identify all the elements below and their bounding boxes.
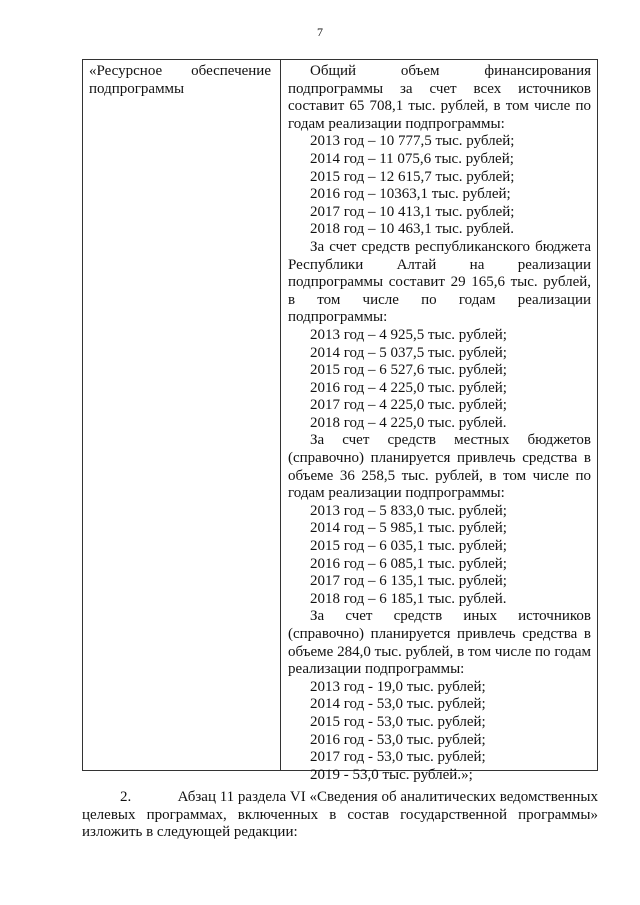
year-line: 2015 год - 53,0 тыс. рублей;: [310, 713, 486, 730]
paragraph-line: изложить в следующей редакции:: [82, 824, 298, 841]
year-line: 2018 год – 10 463,1 тыс. рублей.: [310, 221, 515, 238]
year-line: 2016 год – 4 225,0 тыс. рублей;: [310, 379, 507, 396]
year-line: 2016 год - 53,0 тыс. рублей;: [310, 731, 486, 748]
year-line: 2014 год - 53,0 тыс. рублей;: [310, 696, 486, 713]
left-cell: [89, 63, 271, 98]
year-line: 2015 год – 12 615,7 тыс. рублей;: [310, 168, 515, 185]
year-line: 2013 год - 19,0 тыс. рублей;: [310, 678, 486, 695]
year-line: 2015 год – 6 035,1 тыс. рублей;: [310, 538, 507, 555]
text-line: (справочно) планируется привлечь средства в: [288, 626, 591, 642]
text-line: Республики Алтай на реализации: [288, 256, 591, 273]
paragraph-amendment: [82, 789, 598, 842]
year-line: 2013 год – 10 777,5 тыс. рублей;: [310, 133, 515, 150]
text-line: За счет средств местных бюджетов: [310, 432, 591, 449]
text-line: подпрограммы за счет всех источников: [288, 80, 591, 97]
text-line: в том числе по годам реализации: [288, 291, 591, 308]
right-cell: [288, 63, 591, 784]
text-line: составит 65 708,1 тыс. рублей, в том числе по: [288, 98, 591, 115]
text-line: объеме 284,0 тыс. рублей, в том числе по годам: [288, 643, 591, 660]
year-line: 2018 год – 6 185,1 тыс. рублей.: [310, 590, 507, 607]
text-line: За счет средств республиканского бюджета: [310, 238, 591, 255]
text-line: годам реализации подпрограммы:: [288, 485, 505, 502]
left-cell-line: подпрограммы: [89, 80, 185, 97]
text-line: объеме 36 258,5 тыс. рублей, в том числе по: [288, 467, 591, 484]
year-line: 2018 год – 4 225,0 тыс. рублей.: [310, 414, 507, 431]
year-line: 2017 год – 4 225,0 тыс. рублей;: [310, 397, 507, 414]
year-line: 2013 год – 5 833,0 тыс. рублей;: [310, 502, 507, 519]
year-line: 2014 год – 11 075,6 тыс. рублей;: [310, 150, 514, 167]
text-line: подпрограммы:: [288, 309, 388, 326]
text-line: За счет средств иных источников: [310, 608, 591, 625]
year-line: 2014 год – 5 985,1 тыс. рублей;: [310, 520, 507, 537]
left-cell-line: [89, 63, 271, 81]
text-line: (справочно) планируется привлечь средства в: [288, 450, 591, 467]
left-cell-word: «Ресурсное: [89, 63, 163, 79]
paragraph-number: 2.: [120, 789, 132, 805]
resource-table: [82, 59, 598, 783]
year-line: 2015 год – 6 527,6 тыс. рублей;: [310, 362, 507, 379]
year-line: 2016 год – 10363,1 тыс. рублей;: [310, 186, 511, 203]
column-divider: [280, 60, 281, 770]
year-line: 2017 год – 6 135,1 тыс. рублей;: [310, 573, 507, 590]
text-line: Общий объем финансирования: [310, 63, 591, 79]
year-line: 2013 год – 4 925,5 тыс. рублей;: [310, 326, 507, 343]
text-line: реализации подпрограммы:: [288, 661, 465, 678]
year-line: 2019 - 53,0 тыс. рублей.»;: [310, 766, 473, 783]
year-line: 2016 год – 6 085,1 тыс. рублей;: [310, 555, 507, 572]
text-line: подпрограммы составит 29 165,6 тыс. рублей,: [288, 274, 591, 291]
year-line: 2017 год – 10 413,1 тыс. рублей;: [310, 203, 515, 220]
page-number: 7: [317, 25, 323, 39]
paragraph-line: целевых программах, включенных в состав государственной программы»: [82, 806, 598, 823]
text-line: годам реализации подпрограммы:: [288, 115, 505, 132]
paragraph-first-line: [82, 789, 598, 807]
left-cell-word: обеспечение: [191, 63, 271, 79]
year-line: 2014 год – 5 037,5 тыс. рублей;: [310, 344, 507, 361]
year-line: 2017 год - 53,0 тыс. рублей;: [310, 749, 486, 766]
paragraph-line: Абзац 11 раздела VI «Сведения об аналитических ведомственных: [177, 789, 598, 805]
